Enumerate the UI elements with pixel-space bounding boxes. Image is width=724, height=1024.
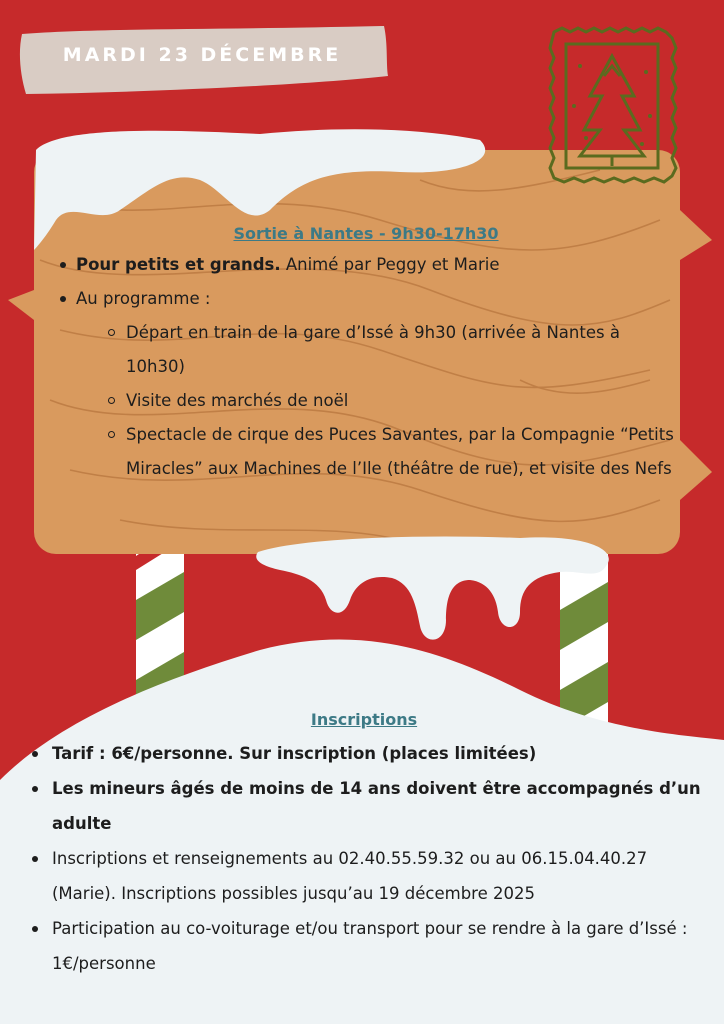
outing-title: Sortie à Nantes - 9h30-17h30 (233, 224, 499, 243)
inscriptions-list (24, 736, 704, 981)
inscriptions-title: Inscriptions (310, 710, 418, 729)
christmas-tree-stamp-icon (546, 26, 678, 186)
bottom-snow-drip (256, 537, 609, 640)
list-item (56, 248, 676, 282)
program-item: Spectacle de cirque des Puces Savantes, par la Compagnie “Petits Miracles” aux Machines de l’Ile (théâtre de rue), et visite des Nefs (76, 418, 676, 486)
contact-item: Inscriptions et renseignements au 02.40.55.59.32 ou au 06.15.04.40.27 (Marie). Inscriptions possibles jusqu’au 19 décembre 2025 (24, 841, 704, 911)
program-label: Au programme : (76, 289, 211, 308)
inscriptions-section (24, 706, 704, 981)
audience-text: Animé par Peggy et Marie (280, 255, 500, 274)
date-banner (16, 24, 388, 96)
outing-list (56, 248, 676, 486)
program-item: Visite des marchés de noël (76, 384, 676, 418)
program-item: Départ en train de la gare d’Issé à 9h30 (arrivée à Nantes à 10h30) (76, 316, 676, 384)
event-date: MARDI 23 DÉCEMBRE (62, 44, 342, 66)
program-list (76, 316, 676, 486)
list-item (56, 282, 676, 486)
outing-details (56, 220, 676, 486)
transport-item: Participation au co-voiturage et/ou transport pour se rendre à la gare d’Issé : 1€/personne (24, 911, 704, 981)
minors-item: Les mineurs âgés de moins de 14 ans doivent être accompagnés d’un adulte (24, 771, 704, 841)
audience-bold: Pour petits et grands. (76, 255, 281, 274)
tarif-item: Tarif : 6€/personne. Sur inscription (places limitées) (24, 736, 704, 771)
